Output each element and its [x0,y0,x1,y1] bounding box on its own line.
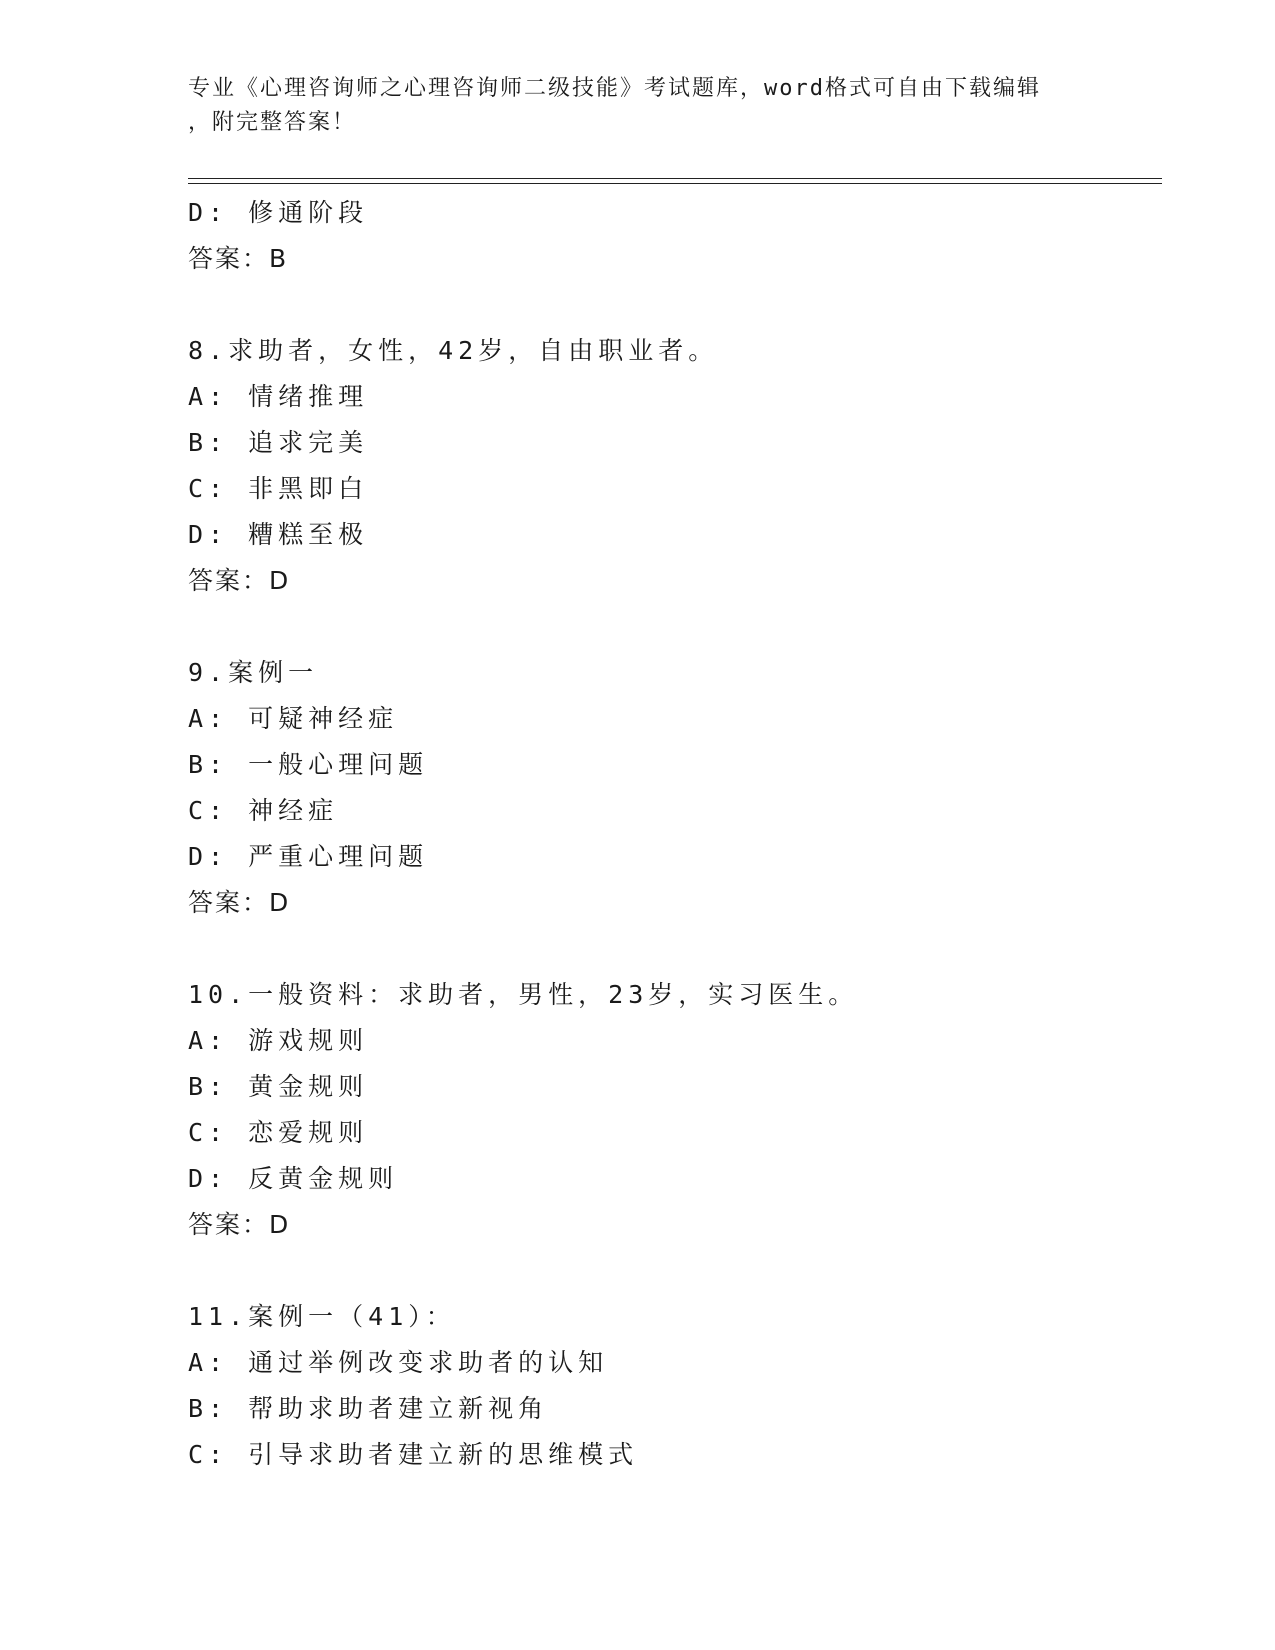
question-8-stem: 8.求助者，女性，42岁，自由职业者。 [188,336,719,365]
question-9-option-b: B: 一般心理问题 [188,750,429,779]
question-8-option-b: B: 追求完美 [188,428,369,457]
question-9-answer: 答案：D [188,888,291,917]
question-9 [188,650,1148,926]
question-10 [188,972,1148,1248]
question-11-option-a: A: 通过举例改变求助者的认知 [188,1348,609,1377]
question-10-option-d: D: 反黄金规则 [188,1164,399,1193]
question-10-option-a: A: 游戏规则 [188,1026,369,1055]
question-8-option-d: D: 糟糕至极 [188,520,369,549]
question-7-answer: 答案：B [188,244,289,273]
question-7-continued [188,190,1148,282]
document-header [188,72,1088,140]
header-divider-top [188,178,1162,179]
question-8 [188,328,1148,604]
question-10-option-c: C: 恋爱规则 [188,1118,369,1147]
question-8-option-a: A: 情绪推理 [188,382,369,411]
question-8-answer: 答案：D [188,566,291,595]
header-divider-bottom [188,183,1162,184]
question-9-option-a: A: 可疑神经症 [188,704,399,733]
header-line-1: 专业《心理咨询师之心理咨询师二级技能》考试题库，word格式可自由下载编辑 [188,76,1041,101]
question-list [188,190,1148,1478]
question-11-option-b: B: 帮助求助者建立新视角 [188,1394,549,1423]
question-10-option-b: B: 黄金规则 [188,1072,369,1101]
question-9-option-d: D: 严重心理问题 [188,842,429,871]
question-9-stem: 9.案例一 [188,658,319,687]
question-8-option-c: C: 非黑即白 [188,474,369,503]
question-11-option-c: C: 引导求助者建立新的思维模式 [188,1440,639,1469]
question-11-stem: 11.案例一（41）： [188,1302,456,1331]
question-10-answer: 答案：D [188,1210,291,1239]
question-7-option-d: D: 修通阶段 [188,198,369,227]
header-line-2: ，附完整答案！ [188,110,357,135]
question-10-stem: 10.一般资料：求助者，男性，23岁，实习医生。 [188,980,859,1009]
question-11 [188,1294,1148,1478]
question-9-option-c: C: 神经症 [188,796,339,825]
